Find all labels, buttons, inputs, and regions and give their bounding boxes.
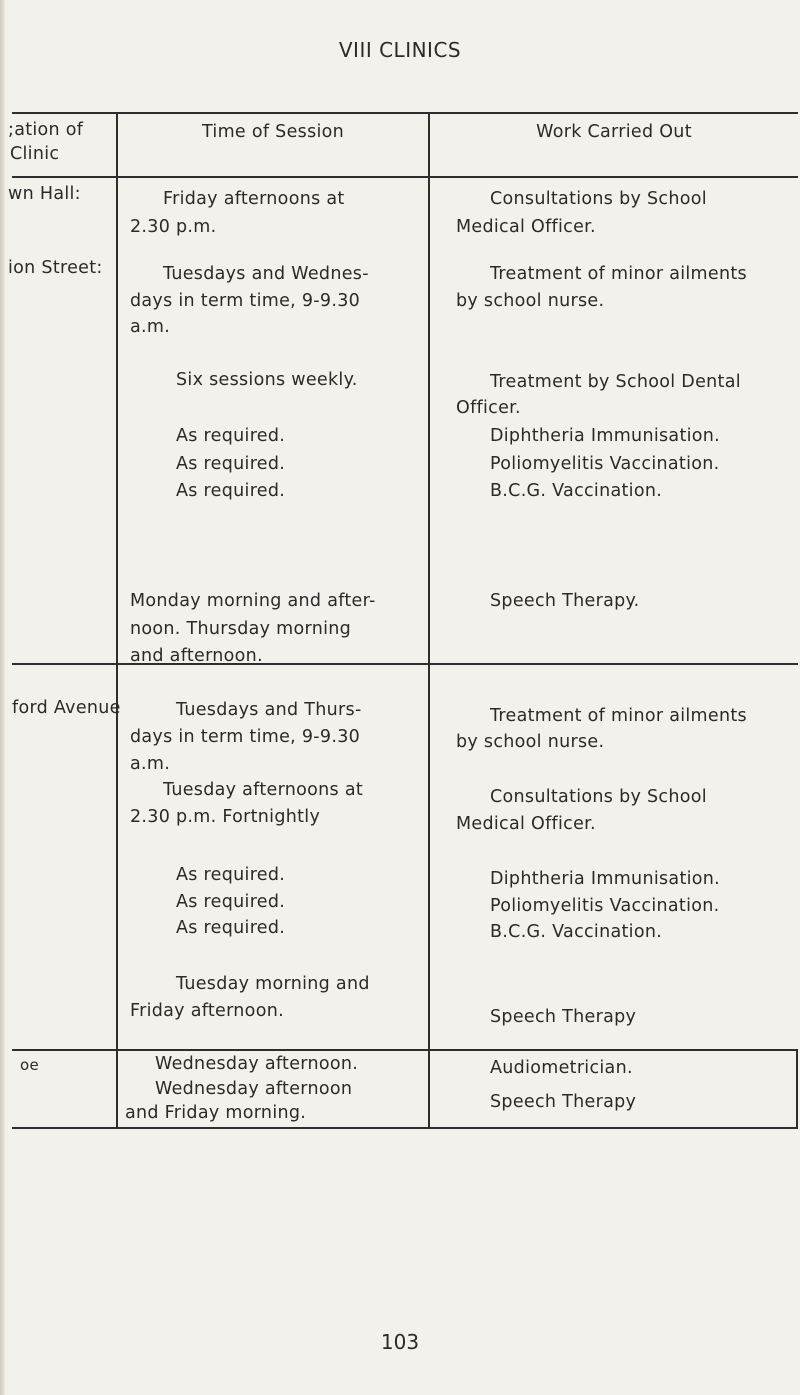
table-right-edge [796,1049,798,1128]
s2-r4-time: As required. [176,892,286,912]
page-title: VIII CLINICS [338,38,462,62]
s3-r1-work: Audiometrician. [490,1058,633,1078]
s2-r3-time: As required. [176,865,286,885]
header-location-line2: Clinic [10,144,60,164]
s1-r1-time-line2: 2.30 p.m. [130,217,217,237]
s1-r4-time: As required. [176,426,286,446]
s2-r2-work-line2: Medical Officer. [456,814,596,834]
s2-r5-work: B.C.G. Vaccination. [490,922,663,942]
section2-bottom-rule [12,1049,798,1051]
s1-r4-work: Diphtheria Immunisation. [490,426,721,446]
s1-r7-time-line3: and afternoon. [130,646,263,666]
s1-r1-time-line1: Friday afternoons at [163,189,345,209]
s2-r2-time-line1: Tuesday afternoons at [163,780,364,800]
s2-r4-work: Poliomyelitis Vaccination. [490,896,720,916]
s2-r3-work: Diphtheria Immunisation. [490,869,721,889]
s1-r2-work-line2: by school nurse. [456,291,605,311]
header-time-of-session: Time of Session [201,122,345,142]
s2-r1-time-line3: a.m. [130,754,171,774]
s2-r6-work: Speech Therapy [490,1007,637,1027]
s3-r1-time: Wednesday afternoon. [155,1054,359,1074]
s1-r2-time-line3: a.m. [130,317,171,337]
s1-r7-time-line1: Monday morning and after- [130,591,376,611]
s2-r6-time-line1: Tuesday morning and [176,974,370,994]
s1-r3-work-line2: Officer. [456,398,521,418]
s2-r5-time: As required. [176,918,286,938]
s1-r7-work: Speech Therapy. [490,591,640,611]
location-third-clinic: oe [20,1056,40,1074]
s1-r2-time-line1: Tuesdays and Wednes- [163,264,369,284]
location-town-hall: wn Hall: [8,184,81,204]
table-bottom-rule [12,1127,798,1129]
s1-r2-work-line1: Treatment of minor ailments [490,264,747,284]
s1-r1-work-line1: Consultations by School [490,189,707,209]
header-bottom-rule [12,176,798,178]
s3-r2-time-line2: and Friday morning. [125,1103,307,1123]
s3-r2-time-line1: Wednesday afternoon [155,1079,353,1099]
s2-r1-work-line1: Treatment of minor ailments [490,706,747,726]
page-number: 103 [380,1330,420,1354]
table-top-rule [12,112,798,114]
col-divider-right [428,112,430,1128]
header-location-line1: ;ation of [8,120,84,140]
s2-r1-work-line2: by school nurse. [456,732,605,752]
s2-r1-time-line1: Tuesdays and Thurs- [176,700,362,720]
location-station-street: ion Street: [8,258,103,278]
s2-r2-time-line2: 2.30 p.m. Fortnightly [130,807,321,827]
s2-r2-work-line1: Consultations by School [490,787,707,807]
page-spine-shadow [0,0,5,1395]
s2-r1-time-line2: days in term time, 9-9.30 [130,727,361,747]
s1-r3-work-line1: Treatment by School Dental [490,372,741,392]
col-divider-left [116,112,118,1128]
s3-r2-work: Speech Therapy [490,1092,637,1112]
s1-r5-work: Poliomyelitis Vaccination. [490,454,720,474]
s1-r6-time: As required. [176,481,286,501]
s1-r6-work: B.C.G. Vaccination. [490,481,663,501]
s1-r7-time-line2: noon. Thursday morning [130,619,352,639]
s1-r5-time: As required. [176,454,286,474]
s1-r1-work-line2: Medical Officer. [456,217,596,237]
s1-r2-time-line2: days in term time, 9-9.30 [130,291,361,311]
location-stafford-avenue: ford Avenue [12,698,121,718]
header-work-carried-out: Work Carried Out [536,122,692,142]
s2-r6-time-line2: Friday afternoon. [130,1001,284,1021]
s1-r3-time: Six sessions weekly. [176,370,358,390]
